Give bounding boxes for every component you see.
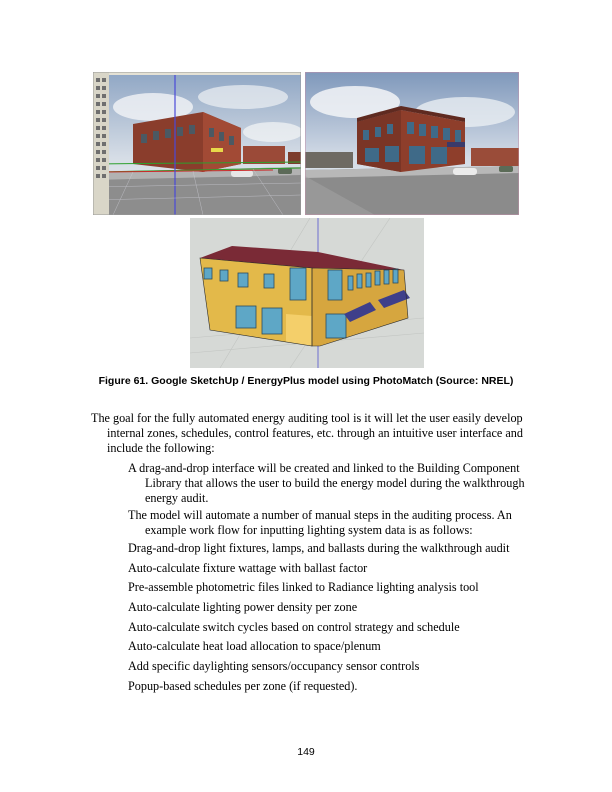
energyplus-3d-model-render — [190, 218, 424, 368]
building-street-image — [305, 72, 519, 215]
workflow-step: Auto-calculate fixture wattage with ballast factor — [128, 560, 368, 575]
intro-text: The goal for the fully automated energy auditing tool is it will let the user easily develop internal zones, schedules, control features, etc. through an intuitive user interface and include the following: — [91, 411, 523, 455]
intro-paragraph — [91, 411, 531, 456]
feature-list — [128, 461, 528, 506]
workflow-step: Auto-calculate lighting power density per zone — [128, 600, 358, 615]
workflow-step: Auto-calculate heat load allocation to space/plenum — [128, 639, 381, 654]
list-item-automation: The model will automate a number of manual steps in the auditing process. An example work flow for inputting lighting system data is as follows: — [128, 508, 512, 537]
workflow-step: Drag-and-drop light fixtures, lamps, and ballasts during the walkthrough audit — [128, 541, 510, 555]
sketchup-photomatch-screenshot — [93, 72, 301, 215]
building-street-photo — [305, 72, 519, 215]
workflow-step: Auto-calculate switch cycles based on control strategy and schedule — [128, 619, 460, 634]
sketchup-photomatch-image — [93, 72, 301, 215]
workflow-step: Add specific daylighting sensors/occupancy sensor controls — [128, 659, 420, 674]
page-number: 149 — [297, 746, 315, 758]
figure-caption: Figure 61. Google SketchUp / EnergyPlus model using PhotoMatch (Source: NREL) — [98, 375, 514, 387]
workflow-step: Popup-based schedules per zone (if requested). — [128, 678, 358, 693]
feature-list-2 — [128, 508, 528, 538]
workflow-steps — [128, 541, 528, 694]
workflow-step: Pre-assemble photometric files linked to Radiance lighting analysis tool — [128, 580, 479, 595]
list-item-drag-drop: A drag-and-drop interface will be created and linked to the Building Component Library that allows the user to build the energy model during the walkthrough energy audit. — [128, 461, 525, 505]
energyplus-3d-model-image — [190, 218, 424, 368]
